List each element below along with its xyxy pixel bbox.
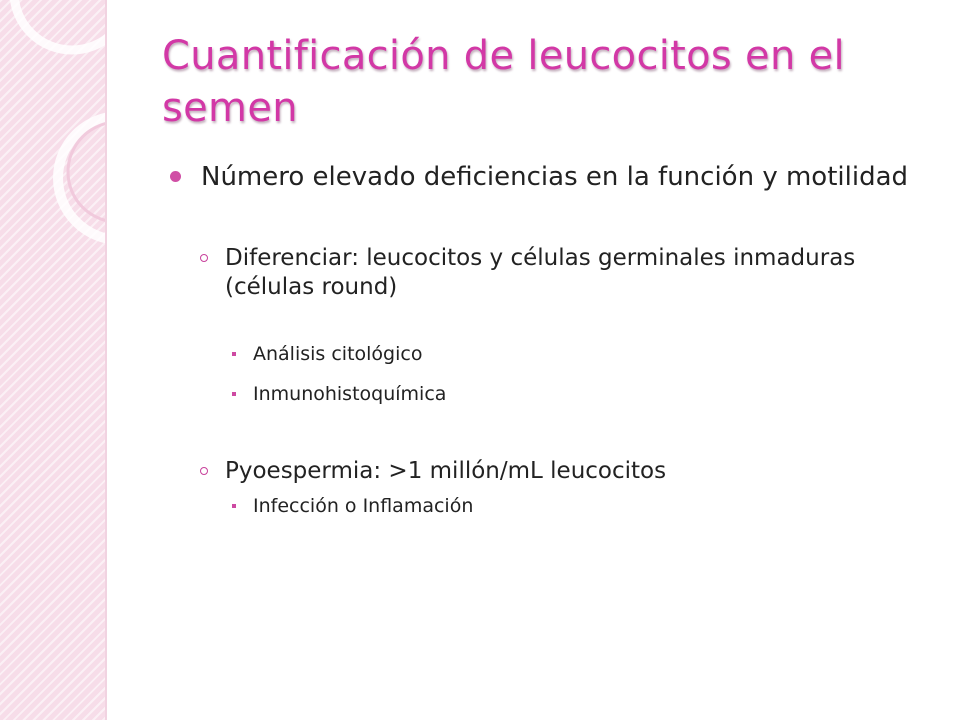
bullet-text: Inmunohistoquímica: [253, 383, 447, 405]
bullet-level3: [232, 494, 930, 519]
bullet-text: Número elevado deficiencias en la función y motilidad: [201, 162, 909, 192]
sidebar-divider: [105, 0, 107, 720]
bullet-level2: [200, 244, 930, 302]
ring-bullet-icon: [200, 467, 208, 475]
filled-circle-bullet-icon: [170, 171, 181, 182]
bullet-text: Pyoespermia: >1 millón/mL leucocitos: [225, 458, 667, 484]
bullet-level1: [170, 160, 930, 194]
decorative-sidebar: [0, 0, 106, 720]
bullet-level3: [232, 382, 930, 407]
bullet-level2: [200, 457, 930, 486]
small-square-bullet-icon: [232, 504, 236, 508]
ring-bullet-icon: [200, 254, 208, 262]
small-square-bullet-icon: [232, 352, 236, 356]
bullet-level3: [232, 342, 930, 367]
slide-content: [170, 160, 930, 519]
bullet-text: Infección o Inflamación: [253, 495, 474, 517]
slide-title: Cuantificación de leucocitos en el semen: [162, 33, 845, 131]
small-square-bullet-icon: [232, 392, 236, 396]
bullet-text: Análisis citológico: [253, 343, 423, 365]
bullet-text: Diferenciar: leucocitos y células germinales inmaduras (células round): [225, 245, 856, 300]
sidebar-rings-decoration: [0, 0, 106, 300]
